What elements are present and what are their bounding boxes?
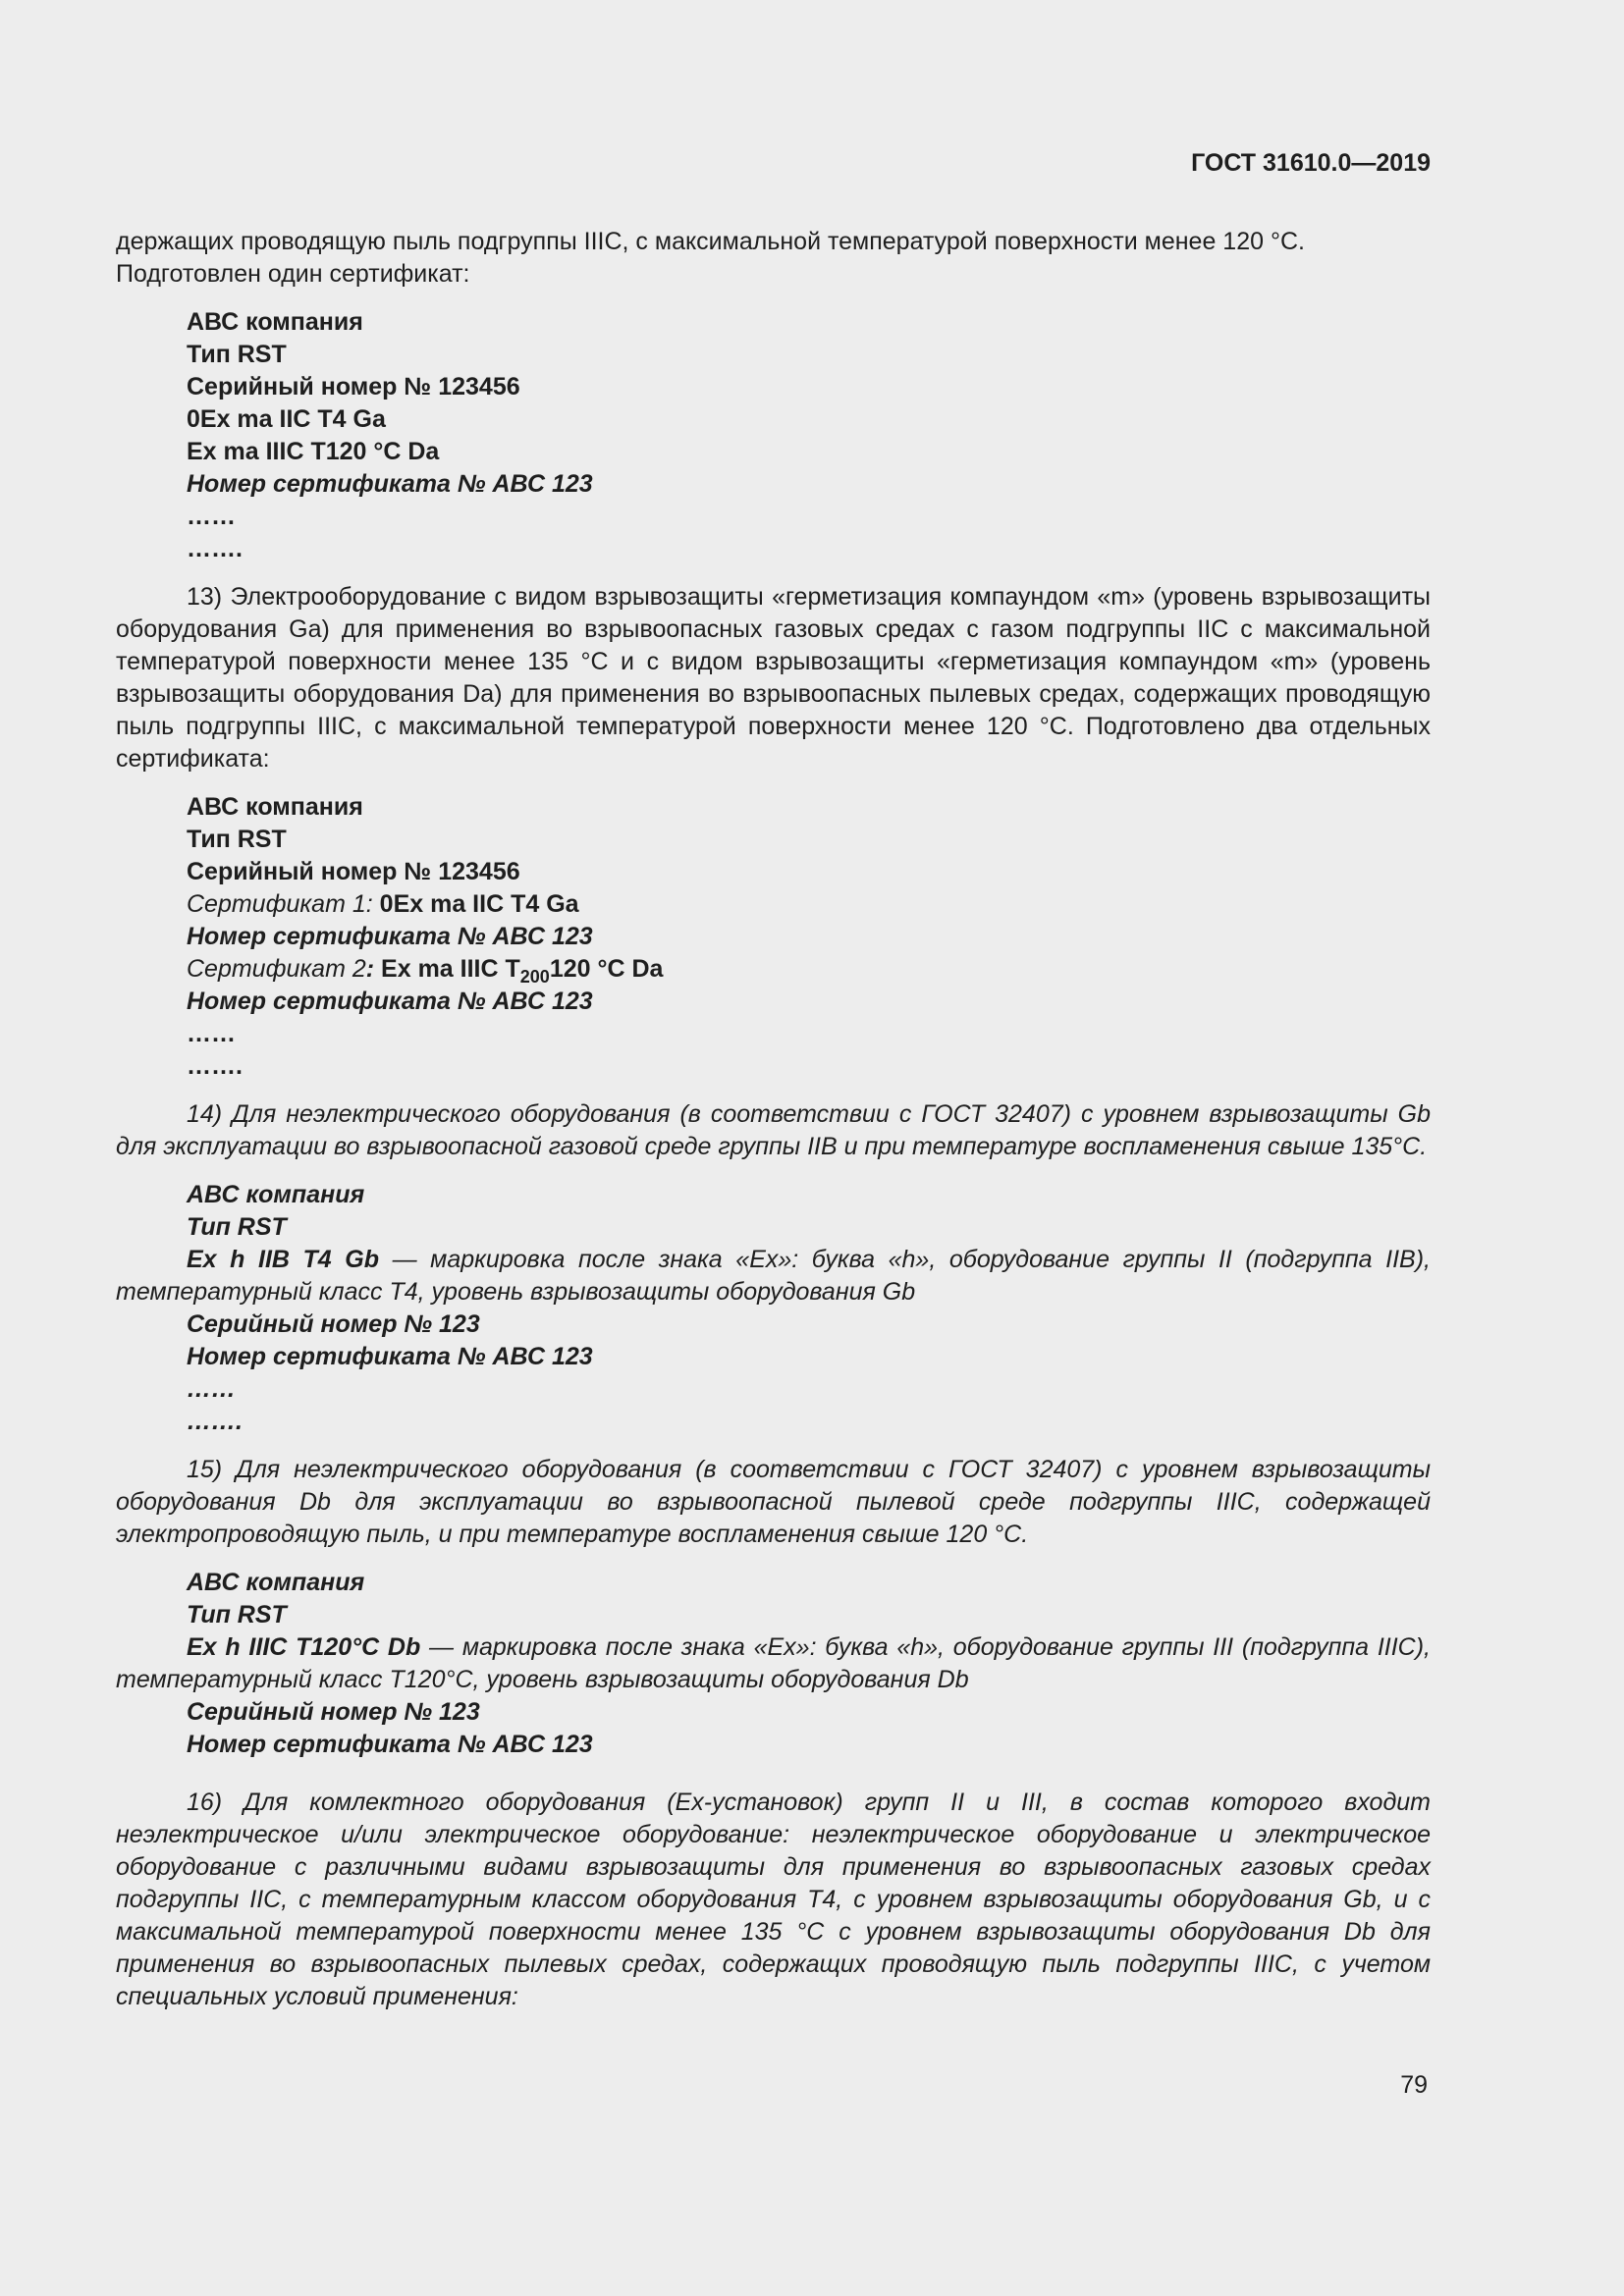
marking-explanation: — маркировка после знака «Ех»: буква «h», оборудование группы III (подгруппа IIIC), температурный класс Т120°С, уровень взрывозащиты оборудования Db (116, 1633, 1431, 1693)
company-name: АВС компания (187, 1181, 365, 1208)
certificate-1-number: Номер сертификата № АВС 123 (187, 923, 593, 950)
marking-code: Ex h IIIC T120°C Db (187, 1633, 421, 1661)
ellipsis-1: …… (187, 503, 236, 530)
certificate-2-label: Сертификат 2 (187, 955, 366, 983)
certificate-2-line (187, 953, 1431, 986)
ellipsis-1: …… (187, 1020, 236, 1047)
certificate-2-marking (381, 955, 664, 987)
company-name: АВС компания (187, 1569, 365, 1596)
certificate-2-marking-main: Ex ma IIIC T (381, 955, 520, 983)
page-number: 79 (1400, 2071, 1428, 2099)
certificate-number: Номер сертификата № АВС 123 (187, 1343, 593, 1370)
certificate-2-number: Номер сертификата № АВС 123 (187, 988, 593, 1015)
marking-explanation: — маркировка после знака «Ех»: буква «h», оборудование группы II (подгруппа IIB), температурный класс Т4, уровень взрывозащиты оборудования Gb (116, 1246, 1431, 1306)
ellipsis-2: ……. (187, 1408, 243, 1435)
serial-number: Серийный номер № 123 (187, 1698, 480, 1726)
serial-number: Серийный номер № 123 (187, 1310, 480, 1338)
type-name: Тип RST (187, 1601, 287, 1629)
certificate-number: Номер сертификата № АВС 123 (187, 1731, 593, 1758)
serial-number: Серийный номер № 123456 (187, 858, 520, 885)
page-content (116, 226, 1431, 2013)
intro-line-1: держащих проводящую пыль подгруппы IIIС, с максимальной температурой поверхности менее 120 °С. (116, 228, 1305, 255)
certificate-2-marking-tail: 120 °C Da (549, 955, 664, 983)
company-name: АВС компания (187, 793, 363, 821)
marking-description (116, 1244, 1431, 1308)
marking-block-2 (116, 791, 1431, 1083)
serial-number: Серийный номер № 123456 (187, 373, 520, 400)
certificate-1-marking: 0Ex ma IIC T4 Ga (379, 890, 579, 918)
paragraph-13: 13) Электрооборудование с видом взрывозащиты «герметизация компаундом «m» (уровень взрывозащиты оборудования Ga) для применения во взрывоопасных газовых средах с газом подгруппы IIC с максимальной температурой поверхности менее 135 °С и с видом взрывозащиты «герметизация компаундом «m» (уровень взрывозащиты оборудования Da) для применения во взрывоопасных пылевых средах, содержащих проводящую пыль подгруппы IIIC, с максимальной температурой поверхности менее 120 °С. Подготовлено два отдельных сертификата: (116, 583, 1431, 773)
type-name: Тип RST (187, 1213, 287, 1241)
standard-header: ГОСТ 31610.0—2019 (1191, 149, 1431, 177)
marking-block-4 (116, 1567, 1431, 1761)
intro-line-2: Подготовлен один сертификат: (116, 260, 470, 288)
paragraph-16: 16) Для комлектного оборудования (Ех-установок) групп II и III, в состав которого входит неэлектрическое и/или электрическое оборудование: неэлектрическое оборудование и электрическое оборудование с различными видами взрывозащиты для применения во взрывоопасных газовых средах подгруппы IIC, с температурным классом оборудования Т4, с уровнем взрывозащиты оборудования Gb, и с максимальной температурой поверхности менее 135 °С с уровнем взрывозащиты оборудования Db для применения во взрывоопасных пылевых средах, содержащих проводящую пыль подгруппы IIIC, с учетом специальных условий применения: (116, 1789, 1431, 2010)
ellipsis-1: …… (187, 1375, 236, 1403)
certificate-2-marking-subscript: 200 (519, 967, 550, 987)
marking-block-3 (116, 1179, 1431, 1438)
marking-block-1 (116, 306, 1431, 565)
dust-marking: Ex ma IIIC T120 °C Da (187, 438, 440, 465)
certificate-2-colon: : (365, 955, 375, 983)
ellipsis-2: ……. (187, 1052, 243, 1080)
certificate-1-line (187, 888, 1431, 921)
type-name: Тип RST (187, 341, 287, 368)
type-name: Тип RST (187, 826, 287, 853)
gas-marking: 0Ex ma IIC T4 Ga (187, 405, 386, 433)
ellipsis-2: ……. (187, 535, 243, 562)
paragraph-14: 14) Для неэлектрического оборудования (в соответствии с ГОСТ 32407) с уровнем взрывозащиты Gb для эксплуатации во взрывоопасной газовой среде группы IIB и при температуре воспламенения свыше 135°С. (116, 1100, 1431, 1160)
marking-description (116, 1631, 1431, 1696)
certificate-number: Номер сертификата № АВС 123 (187, 470, 593, 498)
marking-code: Ex h IIB T4 Gb (187, 1246, 380, 1273)
certificate-1-label: Сертификат 1: (187, 890, 373, 918)
company-name: АВС компания (187, 308, 363, 336)
paragraph-15: 15) Для неэлектрического оборудования (в соответствии с ГОСТ 32407) с уровнем взрывозащиты оборудования Db для эксплуатации во взрывоопасной пылевой среде подгруппы IIIC, содержащей электропроводящую пыль, и при температуре воспламенения свыше 120 °С. (116, 1456, 1431, 1548)
